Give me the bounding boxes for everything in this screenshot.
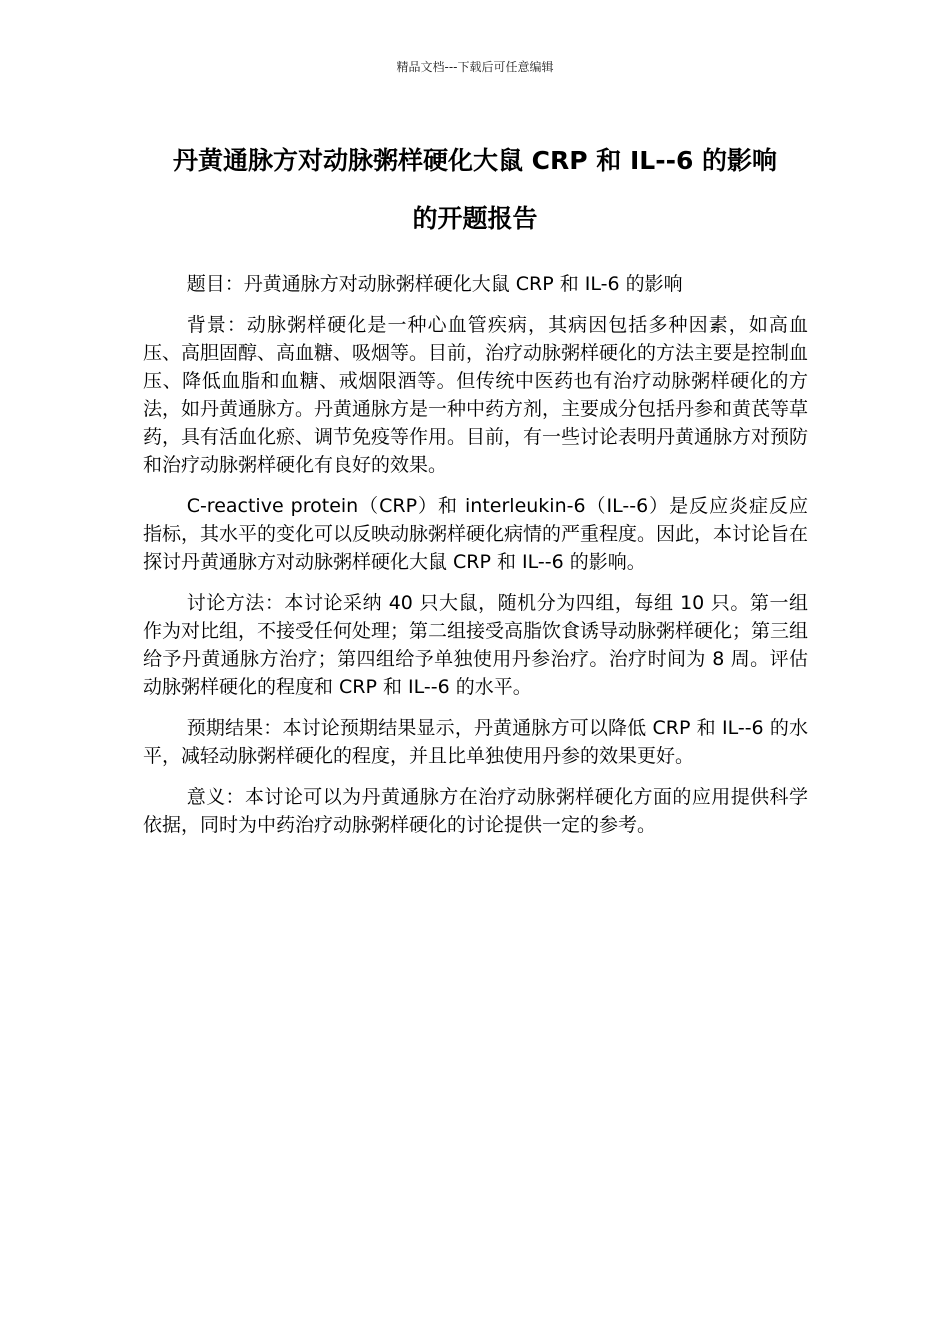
paragraph-background (143, 311, 808, 479)
paragraph-label: 预期结果： (186, 717, 283, 739)
paragraph-text: 动脉粥样硬化是一种心血管疾病，其病因包括多种因素，如高血压、高胆固醇、高血糖、吸烟等。目前，治疗动脉粥样硬化的方法主要是控制血压、降低血脂和血糖、戒烟限酒等。但传统中医药也有治疗动脉粥样硬化的方法，如丹黄通脉方。丹黄通脉方是一种中药方剂，主要成分包括丹参和黄芪等草药，具有活血化瘀、调节免疫等作用。目前，有一些讨论表明丹黄通脉方对预防和治疗动脉粥样硬化有良好的效果。 (143, 314, 809, 476)
paragraph-significance (143, 783, 808, 839)
paragraph-label: 题目： (186, 273, 244, 295)
paragraph-text: 丹黄通脉方对动脉粥样硬化大鼠 CRP 和 IL-6 的影响 (243, 273, 683, 295)
page-header: 精品文档---下载后可任意编辑 (396, 60, 554, 74)
document-body (143, 270, 808, 852)
paragraph-text: 本讨论预期结果显示，丹黄通脉方可以降低 CRP 和 IL--6 的水平，减轻动脉粥样硬化的程度，并且比单独使用丹参的效果更好。 (143, 717, 808, 767)
paragraph-label: 讨论方法： (186, 592, 285, 614)
paragraph-text: 本讨论采纳 40 只大鼠，随机分为四组，每组 10 只。第一组作为对比组，不接受任何处理；第二组接受高脂饮食诱导动脉粥样硬化；第三组给予丹黄通脉方治疗；第四组给予单独使用丹参治疗。治疗时间为 8 周。评估动脉粥样硬化的程度和 CRP 和 IL--6 的水平。 (143, 592, 809, 698)
title-line-2: 的开题报告 (412, 204, 538, 233)
document-title (140, 132, 810, 248)
title-line-1: 丹黄通脉方对动脉粥样硬化大鼠 CRP 和 IL--6 的影响 (172, 146, 778, 175)
paragraph-topic (143, 270, 808, 298)
paragraph-text: C-reactive protein（CRP）和 interleukin-6（IL--6）是反应炎症反应指标，其水平的变化可以反映动脉粥样硬化病情的严重程度。因此，本讨论旨在探讨丹黄通脉方对动脉粥样硬化大鼠 CRP 和 IL--6 的影响。 (143, 495, 809, 573)
paragraph-expected-results (143, 714, 808, 770)
paragraph-label: 意义： (186, 786, 245, 808)
paragraph-methods (143, 589, 808, 701)
paragraph-text: 本讨论可以为丹黄通脉方在治疗动脉粥样硬化方面的应用提供科学依据，同时为中药治疗动脉粥样硬化的讨论提供一定的参考。 (143, 786, 808, 836)
paragraph-markers (143, 492, 808, 576)
paragraph-label: 背景： (186, 314, 247, 336)
